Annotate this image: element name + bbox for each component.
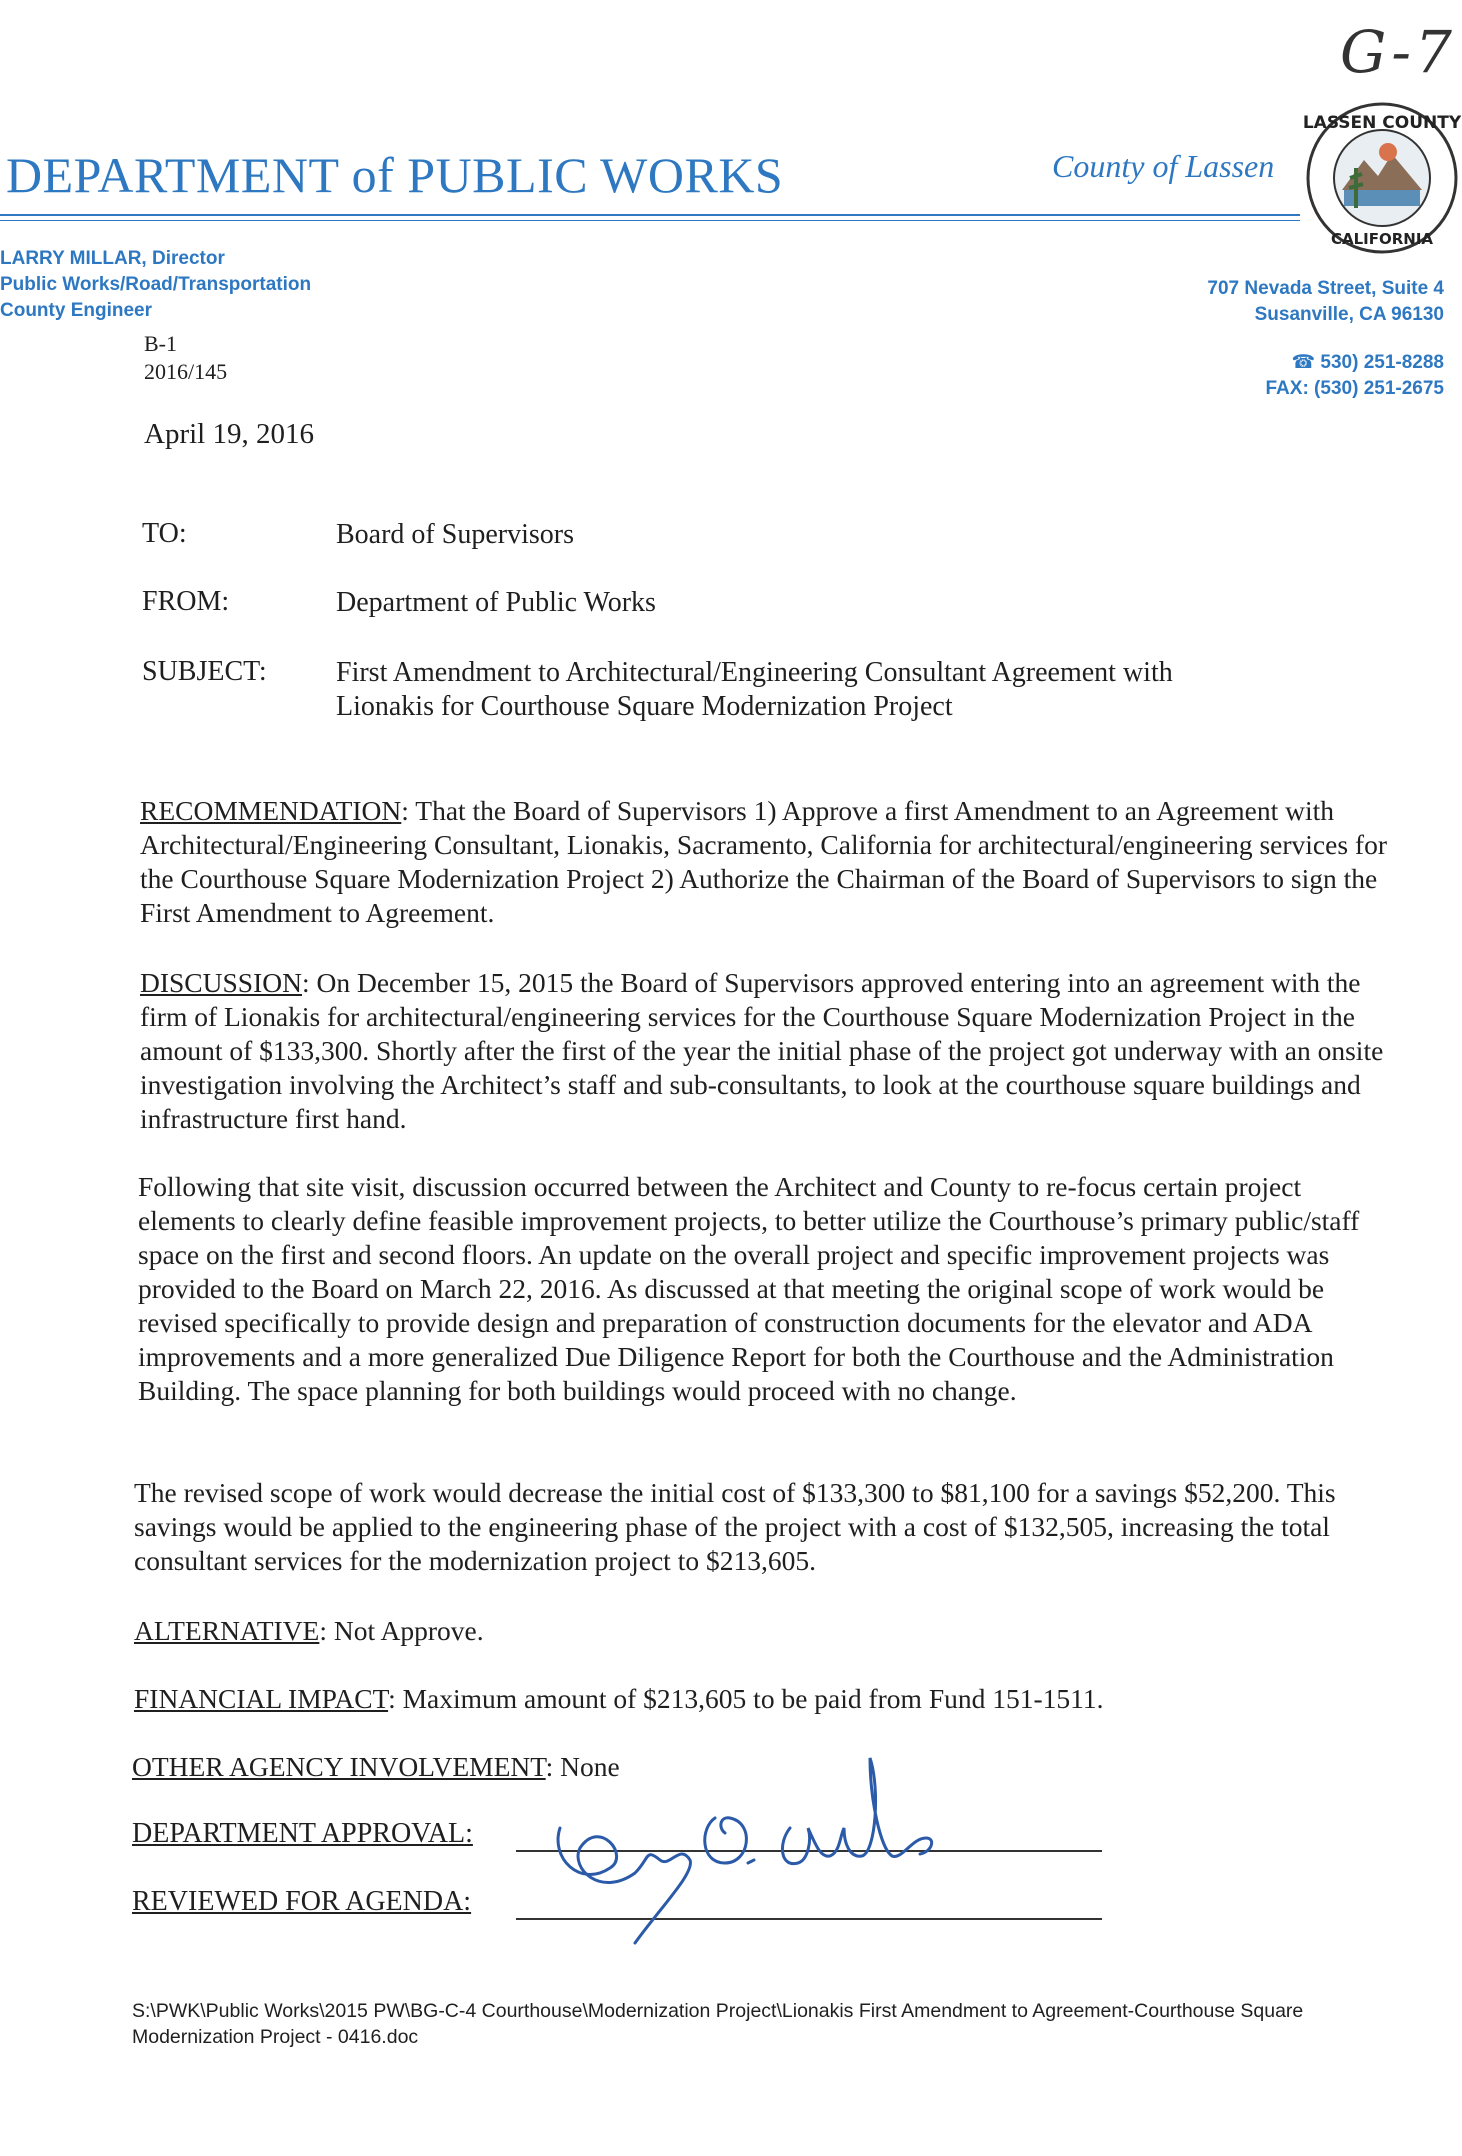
fax-number: FAX: (530) 251-2675 <box>1265 378 1444 399</box>
to-value: Board of Supervisors <box>336 519 574 550</box>
subject-value: First Amendment to Architectural/Engineering Consultant Agreement with Lionakis for Courthouse Square Modernization Project <box>336 657 1173 722</box>
alternative-heading: ALTERNATIVE <box>134 1615 320 1646</box>
revised-scope-paragraph: The revised scope of work would decrease the initial cost of $133,300 to $81,100 for a savings $52,200. This savings would be applied to the engineering phase of the project with a cost of $132,505, increasing the total consultant services for the modernization project to $213,605. <box>134 1477 1336 1576</box>
svg-text:LASSEN COUNTY: LASSEN COUNTY <box>1302 113 1462 133</box>
director-block <box>0 246 311 324</box>
recommendation-text: : That the Board of Supervisors 1) Approve a first Amendment to an Agreement with Architectural/Engineering Consultant, Lionakis, Sacramento, California for architectural/engineering services for the Courthouse Square Modernization Project 2) Authorize the Chairman of the Board of Supervisors to sign the First Amendment to Agreement. <box>140 795 1387 928</box>
financial-impact-paragraph <box>134 1682 1394 1716</box>
letterhead-rule-thin <box>0 220 1300 221</box>
from-label: FROM: <box>142 586 230 617</box>
memo-date: April 19, 2016 <box>144 418 314 450</box>
svg-text:CALIFORNIA: CALIFORNIA <box>1330 230 1434 248</box>
reviewed-for-agenda-label: REVIEWED FOR AGENDA: <box>132 1886 472 1917</box>
agenda-code: B-1 <box>144 331 177 356</box>
department-title: DEPARTMENT of PUBLIC WORKS <box>6 147 784 203</box>
recommendation-paragraph <box>140 794 1400 930</box>
other-agency-heading: OTHER AGENCY INVOLVEMENT <box>132 1751 546 1782</box>
file-path-footer: S:\PWK\Public Works\2015 PW\BG-C-4 Courthouse\Modernization Project\Lionakis First Amendment to Agreement-Courthouse Square Modernization Project - 0416.doc <box>132 2000 1304 2048</box>
city-state-zip: Susanville, CA 96130 <box>1254 304 1444 325</box>
subject-label: SUBJECT: <box>142 656 267 687</box>
to-label: TO: <box>142 518 187 549</box>
department-approval-label: DEPARTMENT APPROVAL: <box>132 1818 473 1849</box>
followup-paragraph: Following that site visit, discussion occurred between the Architect and County to re-focus certain project elements to clearly define feasible improvement projects, to better utilize the Courthouse’s primary public/staff space on the first and second floors. An update on the overall project and specific improvement projects was provided to the Board on March 22, 2016. As discussed at that meeting the original scope of work would be revised specifically to provide design and preparation of construction documents for the elevator and ADA improvements and a more generalized Due Diligence Report for both the Courthouse and the Administration Building. The space planning for both buildings would proceed with no change. <box>138 1171 1360 1406</box>
alternative-paragraph <box>134 1614 1394 1648</box>
director-role: County Engineer <box>0 300 153 321</box>
director-signature <box>540 1748 1000 1948</box>
director-division: Public Works/Road/Transportation <box>0 274 312 295</box>
recommendation-heading: RECOMMENDATION <box>140 795 402 826</box>
letterhead-rule <box>0 214 1300 216</box>
address-block <box>1207 276 1444 328</box>
other-agency-text: : None <box>545 1751 620 1782</box>
street-address: 707 Nevada Street, Suite 4 <box>1207 278 1444 299</box>
contact-block <box>1266 350 1445 402</box>
county-seal-icon <box>1302 98 1462 258</box>
alternative-text: : Not Approve. <box>319 1615 484 1646</box>
reference-codes <box>144 330 227 386</box>
handwritten-agenda-mark: G-7 <box>1340 18 1456 86</box>
financial-text: : Maximum amount of $213,605 to be paid from Fund 151-1511. <box>388 1683 1104 1714</box>
from-value: Department of Public Works <box>336 587 656 618</box>
phone-number: ☎ 530) 251-8288 <box>1291 352 1444 373</box>
county-name: County of Lassen <box>1052 148 1275 184</box>
discussion-paragraph <box>140 966 1400 1136</box>
director-name: LARRY MILLAR, Director <box>0 248 225 269</box>
discussion-text: : On December 15, 2015 the Board of Supervisors approved entering into an agreement with the firm of Lionakis for architectural/engineering services for the Courthouse Square Modernization Project in the amount of $133,300. Shortly after the first of the year the initial phase of the project got underway with an onsite investigation involving the Architect’s staff and sub-consultants, to look at the courthouse square buildings and infrastructure first hand. <box>140 967 1384 1134</box>
file-number: 2016/145 <box>144 359 228 384</box>
financial-heading: FINANCIAL IMPACT <box>134 1683 389 1714</box>
discussion-heading: DISCUSSION <box>140 967 302 998</box>
